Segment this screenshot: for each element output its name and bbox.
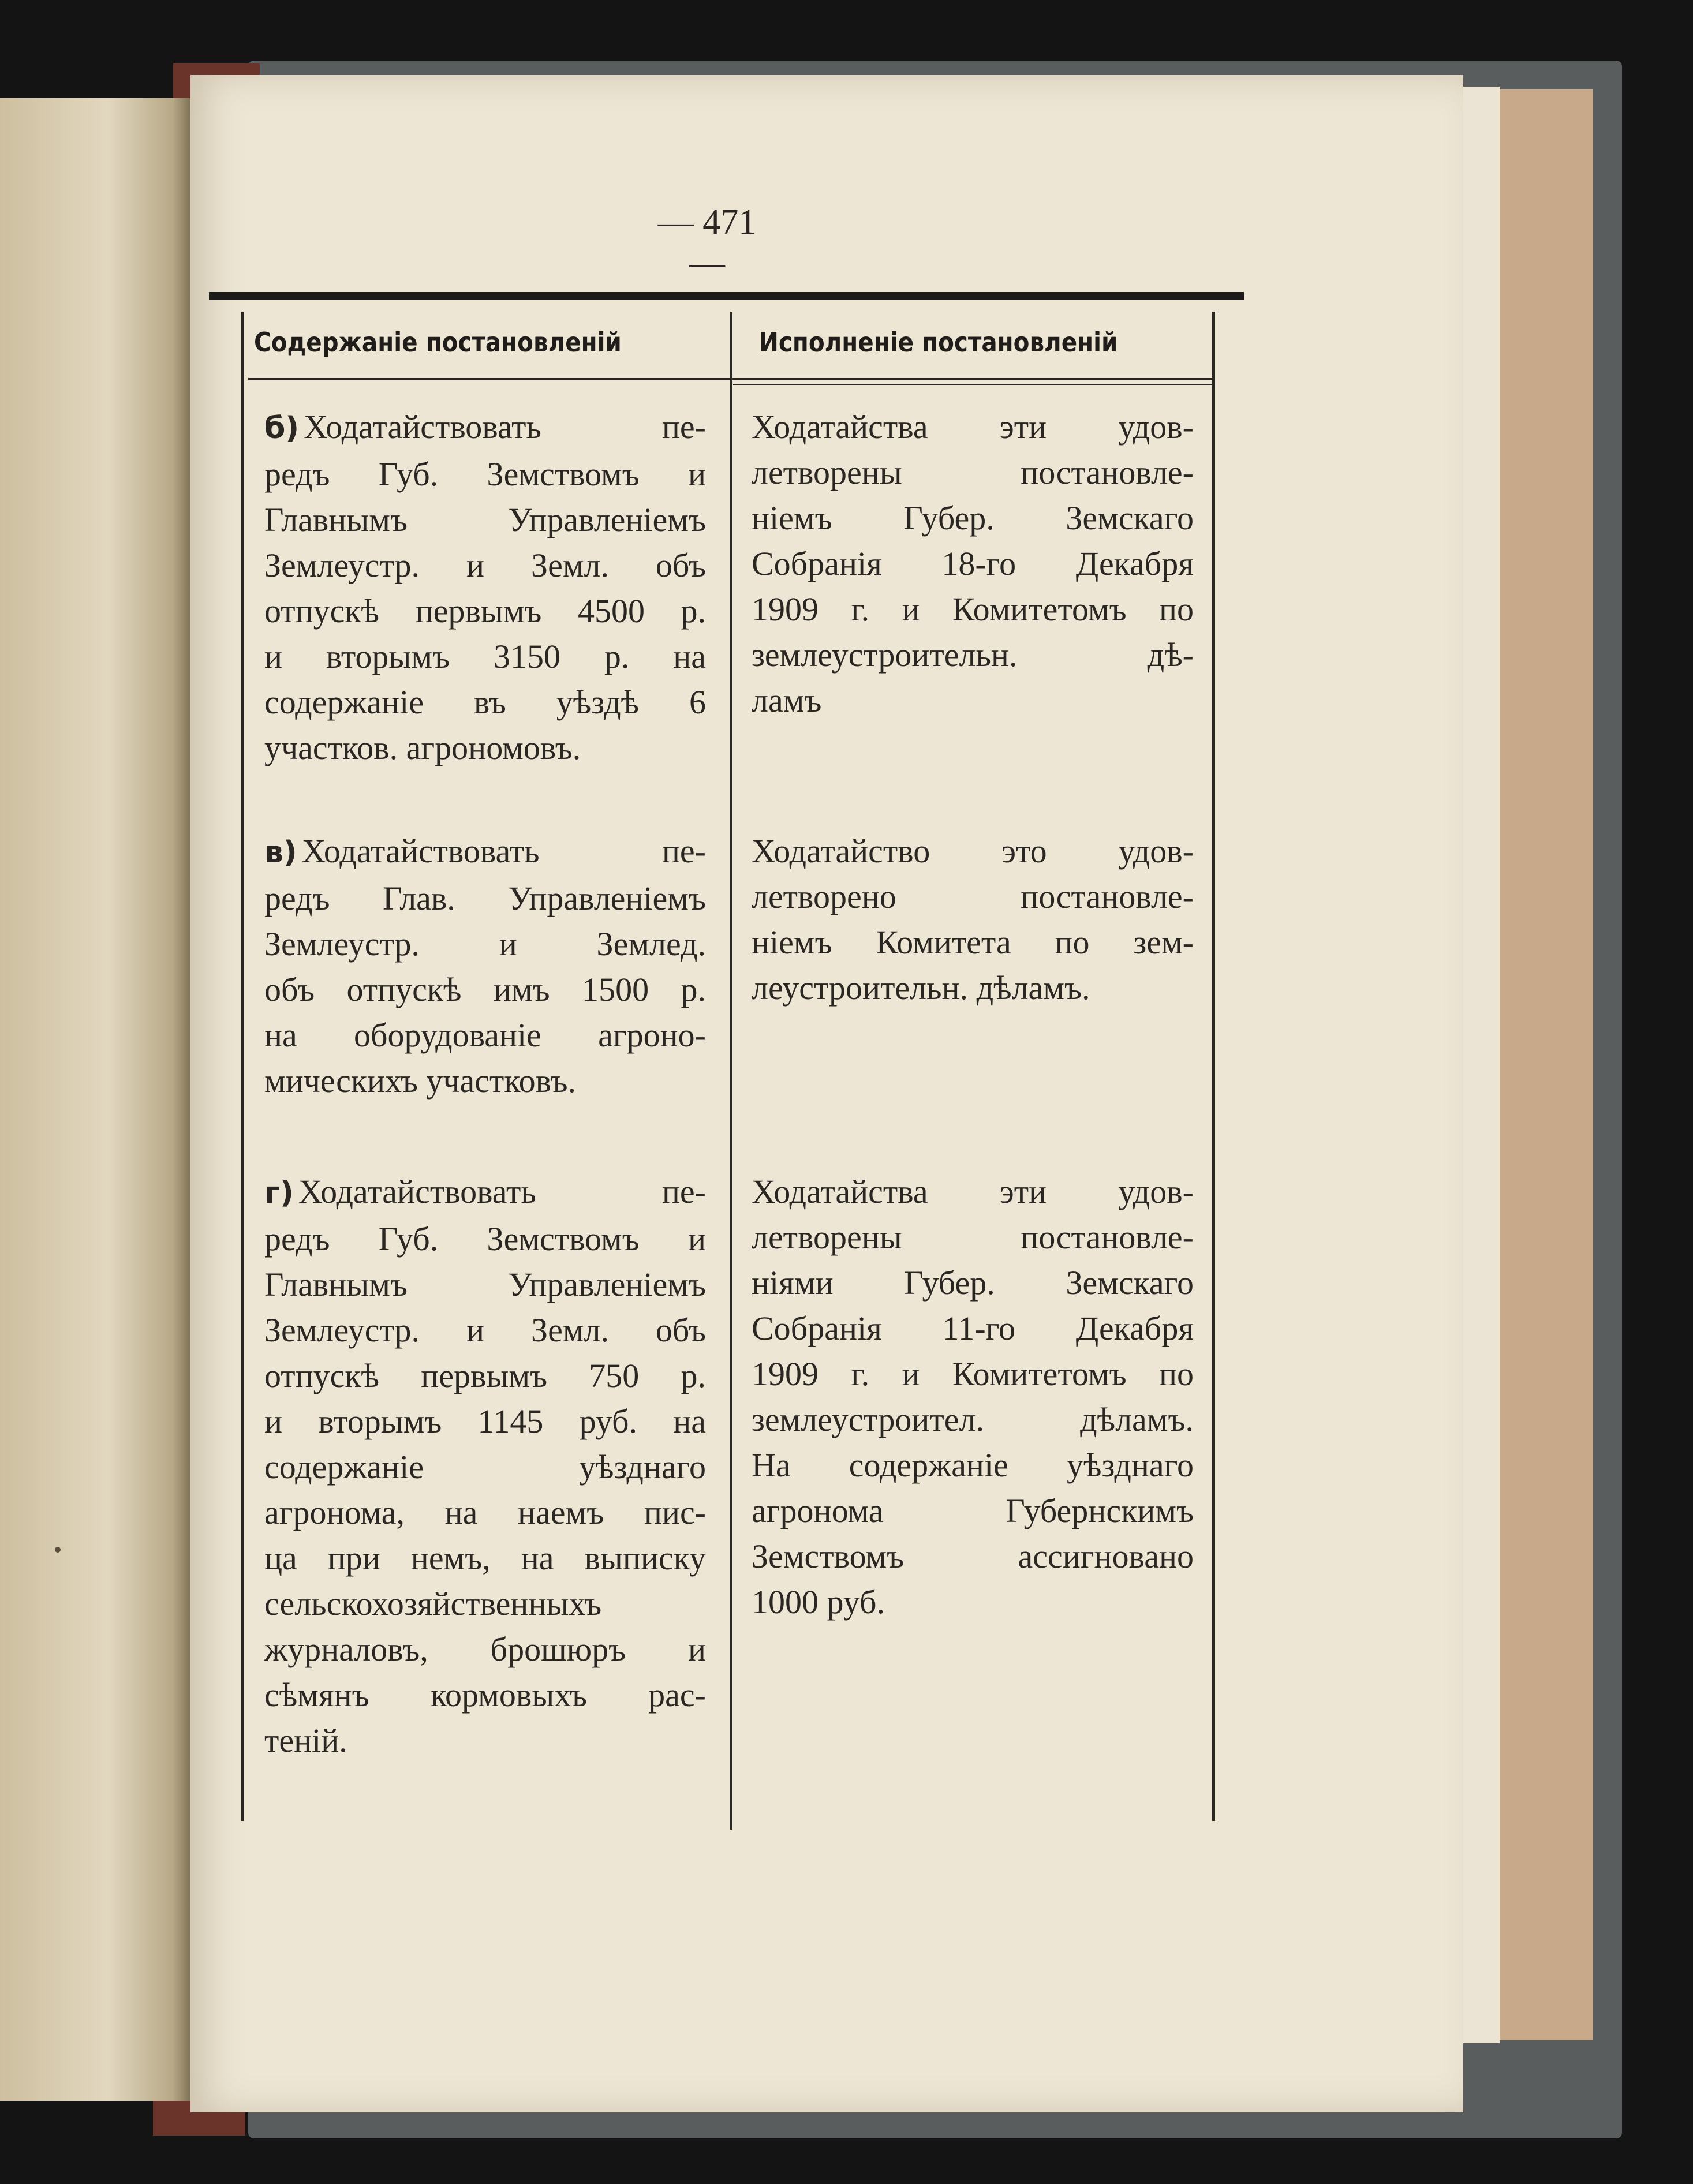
page-number: — 471 —: [657, 203, 757, 283]
header-bottom-rule-double: [733, 384, 1212, 385]
item-label: г): [264, 1176, 294, 1210]
table-top-rule: [209, 292, 1244, 300]
left-page-mark: [55, 1547, 61, 1553]
table-right-border: [1212, 312, 1215, 1821]
column-header-execution: Исполненіе постановленій: [759, 327, 1118, 358]
resolution-b: б) Ходатайствовать пе- редъ Губ. Земствомъ и Главнымъ Управленіемъ Землеустр. и Земл. объ отпускѣ первымъ 4500 р. и вторымъ 3150 р. на содержаніе въ уѣздѣ 6 участков. агрономовъ.: [264, 408, 706, 766]
execution-v: Ходатайство это удов- летворено постановле- ніемъ Комитета по зем- леустроительн. дѣламъ.: [752, 832, 1194, 1007]
left-page: [0, 98, 196, 2101]
table-left-border: [241, 312, 244, 1821]
item-label: в): [264, 835, 297, 870]
resolution-v: в) Ходатайствовать пе- редъ Глав. Управленіемъ Землеустр. и Землед. объ отпускѣ имъ 1500 р. на оборудованіе агроно- мическихъ участковъ.: [264, 832, 706, 1100]
item-label: б): [264, 411, 300, 446]
execution-g: Ходатайства эти удов- летворены постановле- ніями Губер. Земскаго Собранія 11-го Декабря 1909 г. и Комитетомъ по землеустроител. дѣламъ. На содержаніе уѣзднаго агронома Губернскимъ Земствомъ ассигновано 1000 руб.: [752, 1173, 1194, 1621]
column-header-content: Содержаніе постановленій: [254, 327, 622, 358]
execution-b: Ходатайства эти удов- летворены постановле- ніемъ Губер. Земскаго Собранія 18-го Декабря 1909 г. и Комитетомъ по землеустроительн. дѣ- ламъ: [752, 408, 1194, 719]
resolution-g: г) Ходатайствовать пе- редъ Губ. Земствомъ и Главнымъ Управленіемъ Землеустр. и Земл. объ отпускѣ первымъ 750 р. и вторымъ 1145 руб. на содержаніе уѣзднаго агронома, на наемъ пис- ца при немъ, на выписку сельскохозяйственныхъ журналовъ, брошюръ и сѣмянъ кормовыхъ рас- теній.: [264, 1173, 706, 1759]
header-bottom-rule: [248, 378, 1212, 380]
table-column-divider: [730, 312, 732, 1830]
